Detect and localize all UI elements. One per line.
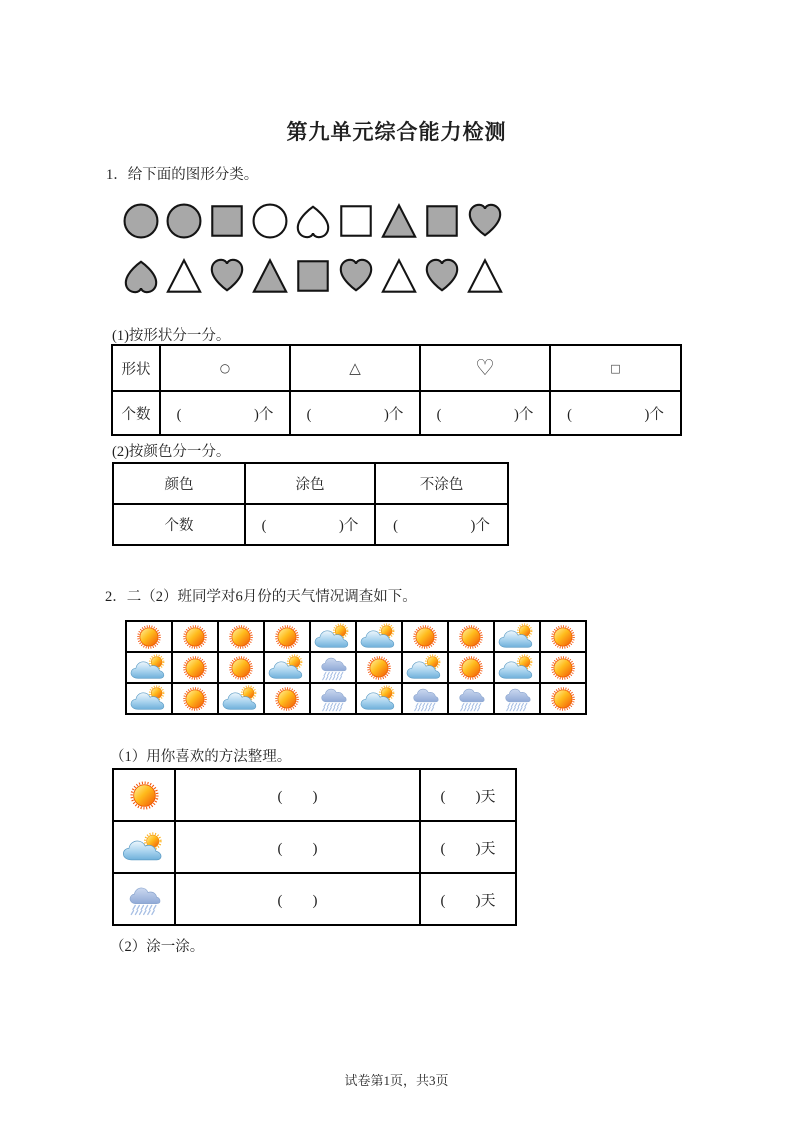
sun-icon bbox=[129, 780, 160, 811]
t2-uncolored-header: 不涂色 bbox=[375, 463, 508, 504]
rain-icon bbox=[320, 685, 347, 712]
triangle-gray-shape bbox=[380, 202, 418, 240]
cloudy-icon bbox=[121, 832, 167, 863]
sun-icon bbox=[228, 624, 254, 650]
sun-icon bbox=[136, 624, 162, 650]
weather-cell-sun bbox=[356, 652, 402, 683]
weather-cell-cloudy bbox=[126, 652, 172, 683]
sun-icon bbox=[458, 624, 484, 650]
q1-sub1-label: (1)按形状分一分。 bbox=[112, 328, 231, 344]
weather-cell-sun bbox=[264, 683, 310, 714]
cloudy-icon bbox=[497, 623, 537, 650]
weather-cell-cloudy bbox=[494, 621, 540, 652]
heart-symbol: ♡ bbox=[420, 345, 550, 391]
colored-count-blank: ( )个 bbox=[245, 504, 375, 545]
q1-sub2-label: (2)按颜色分一分。 bbox=[112, 444, 231, 460]
weather-cell-sun bbox=[172, 683, 218, 714]
rain-icon bbox=[412, 685, 439, 712]
weather-tally-table bbox=[112, 768, 517, 926]
rain-days-blank: ( )天 bbox=[420, 873, 516, 925]
rain-icon bbox=[504, 685, 531, 712]
weather-cell-sun bbox=[448, 621, 494, 652]
triangle-white-shape bbox=[380, 257, 418, 295]
weather-grid-row bbox=[126, 652, 586, 683]
table-row bbox=[113, 821, 516, 873]
sun-icon bbox=[182, 686, 208, 712]
table-row bbox=[113, 769, 516, 821]
cloudy-icon bbox=[359, 685, 399, 712]
triangle-count-blank: ( )个 bbox=[290, 391, 420, 435]
weather-cell-sun bbox=[126, 621, 172, 652]
color-count-table bbox=[112, 462, 509, 546]
weather-cell-sun bbox=[540, 652, 586, 683]
weather-cell-sun bbox=[448, 652, 494, 683]
weather-cell-rain bbox=[402, 683, 448, 714]
shape-row-1 bbox=[122, 202, 504, 240]
sun-icon bbox=[412, 624, 438, 650]
cloudy-days-blank: ( )天 bbox=[420, 821, 516, 873]
weather-grid bbox=[125, 620, 587, 715]
cloudy-icon bbox=[129, 685, 169, 712]
sun-tally-blank: ( ) bbox=[175, 769, 420, 821]
square-count-blank: ( )个 bbox=[550, 391, 681, 435]
weather-cell-cloudy bbox=[402, 652, 448, 683]
table-row bbox=[113, 873, 516, 925]
rain-icon-cell bbox=[113, 873, 175, 925]
q2-sub2-label: （2）涂一涂。 bbox=[110, 939, 205, 955]
uncolored-count-blank: ( )个 bbox=[375, 504, 508, 545]
sun-days-blank: ( )天 bbox=[420, 769, 516, 821]
weather-cell-rain bbox=[310, 652, 356, 683]
icon-slot bbox=[114, 883, 174, 916]
t1-shape-header: 形状 bbox=[112, 345, 160, 391]
weather-cell-cloudy bbox=[310, 621, 356, 652]
sun-icon bbox=[550, 686, 576, 712]
weather-cell-cloudy bbox=[494, 652, 540, 683]
cloudy-icon bbox=[405, 654, 445, 681]
heart-gray-shape bbox=[466, 202, 504, 240]
cloudy-icon bbox=[313, 623, 353, 650]
square-white-shape bbox=[337, 202, 375, 240]
square-gray-shape bbox=[423, 202, 461, 240]
question2-prompt: 2．二（2）班同学对6月份的天气情况调查如下。 bbox=[105, 589, 417, 605]
circle-white-shape bbox=[251, 202, 289, 240]
weather-cell-cloudy bbox=[218, 683, 264, 714]
cloudy-icon bbox=[129, 654, 169, 681]
square-gray-shape bbox=[208, 202, 246, 240]
weather-cell-sun bbox=[264, 621, 310, 652]
square-symbol: □ bbox=[550, 345, 681, 391]
weather-cell-sun bbox=[218, 652, 264, 683]
heart-gray-shape bbox=[337, 257, 375, 295]
weather-grid-row bbox=[126, 683, 586, 714]
weather-cell-rain bbox=[448, 683, 494, 714]
sun-icon bbox=[550, 624, 576, 650]
weather-cell-cloudy bbox=[264, 652, 310, 683]
rain-icon bbox=[320, 654, 347, 681]
sun-icon bbox=[274, 624, 300, 650]
rain-icon bbox=[128, 883, 161, 916]
sun-icon bbox=[366, 655, 392, 681]
weather-grid-row bbox=[126, 621, 586, 652]
weather-cell-sun bbox=[172, 621, 218, 652]
sun-icon bbox=[274, 686, 300, 712]
weather-cell-rain bbox=[494, 683, 540, 714]
sun-icon bbox=[182, 655, 208, 681]
sun-icon bbox=[228, 655, 254, 681]
square-gray-shape bbox=[294, 257, 332, 295]
weather-cell-rain bbox=[310, 683, 356, 714]
circle-gray-shape bbox=[122, 202, 160, 240]
circle-symbol: ○ bbox=[160, 345, 290, 391]
weather-cell-cloudy bbox=[126, 683, 172, 714]
heart-count-blank: ( )个 bbox=[420, 391, 550, 435]
cloudy-icon bbox=[359, 623, 399, 650]
q2-sub1-label: （1）用你喜欢的方法整理。 bbox=[110, 749, 292, 765]
t2-color-header: 颜色 bbox=[113, 463, 245, 504]
page-footer: 试卷第1页，共3页 bbox=[344, 1073, 449, 1088]
triangle-white-shape bbox=[165, 257, 203, 295]
question1-prompt: 1．给下面的图形分类。 bbox=[106, 167, 259, 183]
cloudy-icon bbox=[221, 685, 261, 712]
heart-inverted-gray-shape bbox=[122, 257, 160, 295]
heart-gray-shape bbox=[208, 257, 246, 295]
icon-slot bbox=[114, 832, 174, 863]
weather-cell-cloudy bbox=[356, 621, 402, 652]
t1-count-header: 个数 bbox=[112, 391, 160, 435]
sun-icon-cell bbox=[113, 769, 175, 821]
sun-icon bbox=[182, 624, 208, 650]
shape-row-2 bbox=[122, 257, 504, 295]
heart-inverted-white-shape bbox=[294, 202, 332, 240]
rain-icon bbox=[458, 685, 485, 712]
triangle-symbol: △ bbox=[290, 345, 420, 391]
cloudy-icon bbox=[267, 654, 307, 681]
weather-cell-sun bbox=[218, 621, 264, 652]
t2-count-header: 个数 bbox=[113, 504, 245, 545]
circle-gray-shape bbox=[165, 202, 203, 240]
page-title: 第九单元综合能力检测 bbox=[286, 120, 507, 144]
sun-icon bbox=[550, 655, 576, 681]
triangle-gray-shape bbox=[251, 257, 289, 295]
weather-cell-sun bbox=[540, 683, 586, 714]
triangle-white-shape bbox=[466, 257, 504, 295]
cloudy-tally-blank: ( ) bbox=[175, 821, 420, 873]
cloudy-icon bbox=[497, 654, 537, 681]
t2-colored-header: 涂色 bbox=[245, 463, 375, 504]
weather-cell-sun bbox=[172, 652, 218, 683]
heart-gray-shape bbox=[423, 257, 461, 295]
weather-cell-sun bbox=[402, 621, 448, 652]
weather-cell-cloudy bbox=[356, 683, 402, 714]
sun-icon bbox=[458, 655, 484, 681]
circle-count-blank: ( )个 bbox=[160, 391, 290, 435]
cloudy-icon-cell bbox=[113, 821, 175, 873]
icon-slot bbox=[114, 780, 174, 811]
rain-tally-blank: ( ) bbox=[175, 873, 420, 925]
shape-count-table bbox=[111, 344, 682, 436]
weather-cell-sun bbox=[540, 621, 586, 652]
